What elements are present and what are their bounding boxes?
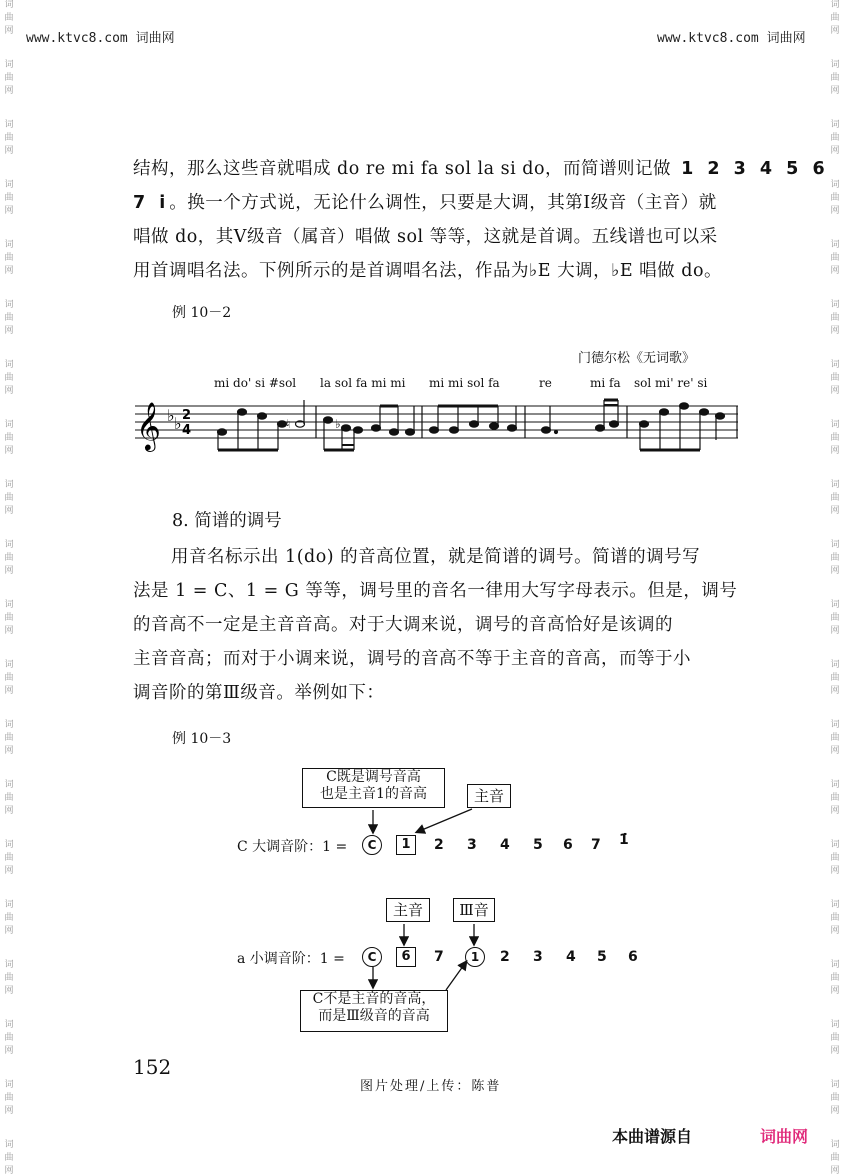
watermark-glyph: 词: [830, 0, 840, 10]
watermark-glyph: 曲: [4, 913, 14, 923]
attribution: 门德尔松《无词歌》: [578, 351, 696, 366]
watermark-glyph: 网: [4, 386, 14, 396]
watermark-glyph: 曲: [830, 313, 840, 323]
key-letter-circle: C: [362, 835, 382, 855]
source-label: 本曲谱源自: [612, 1127, 693, 1146]
paragraph-line: 结构，那么这些音就唱成 do re mi fa sol la si do，而简谱则记做 1 2 3 4 5 6: [133, 159, 829, 179]
svg-text:♭: ♭: [174, 414, 182, 433]
watermark-glyph: 网: [830, 446, 840, 456]
paragraph-line: 唱做 do，其Ⅴ级音（属音）唱做 sol 等等，这就是首调。五线谱也可以采: [133, 227, 718, 247]
watermark-glyph: 曲: [830, 133, 840, 143]
watermark-glyph: 词: [830, 720, 840, 730]
c-major-note-box: C既是调号音高 也是主音1的音高: [302, 768, 445, 808]
watermark-glyph: 曲: [830, 373, 840, 383]
watermark-glyph: 词: [830, 960, 840, 970]
watermark-glyph: 词: [830, 540, 840, 550]
watermark-glyph: 词: [830, 660, 840, 670]
brand-logo: 词曲网: [760, 1127, 809, 1146]
svg-text:2: 2: [182, 408, 192, 423]
watermark-glyph: 网: [830, 206, 840, 216]
watermark-glyph: 曲: [830, 913, 840, 923]
watermark-glyph: 曲: [4, 553, 14, 563]
watermark-glyph: 网: [4, 986, 14, 996]
watermark-glyph: 词: [830, 1140, 840, 1150]
watermark-glyph: 网: [830, 86, 840, 96]
watermark-glyph: 曲: [4, 1153, 14, 1163]
watermark-glyph: 词: [830, 420, 840, 430]
watermark-glyph: 曲: [4, 493, 14, 503]
watermark-glyph: 网: [830, 386, 840, 396]
section-heading: 8. 简谱的调号: [172, 511, 282, 531]
jianpu-digits: 7 i̇: [133, 193, 170, 213]
solfege-group: mi fa: [590, 376, 621, 390]
watermark-glyph: 曲: [830, 973, 840, 983]
watermark-glyph: 曲: [830, 793, 840, 803]
watermark-glyph: 曲: [830, 493, 840, 503]
watermark-glyph: 词: [4, 960, 14, 970]
paragraph-line: 7 i̇。换一个方式说，无论什么调性，只要是大调，其第Ⅰ级音（主音）就: [133, 193, 717, 213]
scale-note: 3: [467, 837, 477, 853]
watermark-glyph: 词: [4, 420, 14, 430]
watermark-glyph: 词: [4, 720, 14, 730]
watermark-glyph: 词: [4, 1020, 14, 1030]
watermark-glyph: 曲: [830, 1153, 840, 1163]
page-number: 152: [133, 1055, 172, 1079]
paragraph-line: 调音阶的第Ⅲ级音。举例如下：: [133, 683, 385, 703]
scale-note: 4: [500, 837, 510, 853]
watermark-glyph: 词: [830, 1020, 840, 1030]
scale-note: 6: [628, 949, 638, 965]
watermark-glyph: 词: [4, 120, 14, 130]
watermark-glyph: 网: [830, 506, 840, 516]
watermark-glyph: 曲: [4, 253, 14, 263]
watermark-glyph: 曲: [830, 733, 840, 743]
watermark-glyph: 词: [4, 360, 14, 370]
third-degree-box: Ⅲ音: [453, 898, 495, 922]
a-minor-scale-label: a 小调音阶：1 =: [237, 951, 345, 967]
watermark-glyph: 曲: [4, 13, 14, 23]
watermark-glyph: 曲: [830, 253, 840, 263]
scale-note: 4: [566, 949, 576, 965]
watermark-glyph: 词: [4, 240, 14, 250]
scale-note: 6: [563, 837, 573, 853]
solfege-group: sol mi' re' si: [634, 376, 708, 390]
watermark-glyph: 词: [4, 540, 14, 550]
watermark-glyph: 网: [4, 26, 14, 36]
watermark-glyph: 词: [4, 900, 14, 910]
watermark-glyph: 网: [830, 866, 840, 876]
watermark-glyph: 词: [4, 300, 14, 310]
watermark-glyph: 网: [830, 26, 840, 36]
watermark-glyph: 网: [4, 626, 14, 636]
watermark-glyph: 曲: [4, 973, 14, 983]
paragraph-line: 法是 1 = C、1 = G 等等，调号里的音名一律用大写字母表示。但是，调号: [133, 581, 738, 601]
watermark-glyph: 词: [4, 60, 14, 70]
watermark-glyph: 词: [4, 480, 14, 490]
watermark-glyph: 网: [4, 1106, 14, 1116]
watermark-glyph: 曲: [830, 433, 840, 443]
paragraph-line: 的音高不一定是主音音高。对于大调来说，调号的音高恰好是该调的: [133, 615, 673, 635]
watermark-glyph: 网: [4, 806, 14, 816]
watermark-glyph: 网: [830, 1106, 840, 1116]
watermark-glyph: 网: [830, 146, 840, 156]
scale-note: 5: [533, 837, 543, 853]
solfege-group: la sol fa mi mi: [320, 376, 406, 390]
watermark-url-left: www.ktvc8.com 词曲网: [26, 31, 175, 46]
key-letter-circle: C: [362, 947, 382, 967]
watermark-glyph: 网: [4, 506, 14, 516]
scale-note: 5: [597, 949, 607, 965]
watermark-glyph: 网: [4, 746, 14, 756]
watermark-url-right: www.ktvc8.com 词曲网: [657, 31, 806, 46]
solfege-group: re: [539, 376, 552, 390]
watermark-glyph: 词: [830, 120, 840, 130]
jianpu-digits: 1 2 3 4 5 6: [681, 159, 829, 179]
svg-text:♭: ♭: [335, 417, 341, 431]
watermark-glyph: 曲: [4, 193, 14, 203]
watermark-glyph: 曲: [4, 1033, 14, 1043]
watermark-glyph: 词: [830, 240, 840, 250]
watermark-glyph: 词: [4, 840, 14, 850]
scale-note-tonic: 1: [396, 835, 416, 855]
scale-note-tonic: 6: [396, 947, 416, 967]
scale-note: 2: [434, 837, 444, 853]
svg-text:♮: ♮: [286, 417, 291, 431]
watermark-glyph: 网: [830, 686, 840, 696]
watermark-glyph: 曲: [4, 673, 14, 683]
watermark-glyph: 曲: [4, 73, 14, 83]
scale-note: 2: [500, 949, 510, 965]
watermark-glyph: 曲: [830, 73, 840, 83]
a-minor-note-box: C不是主音的音高， 而是Ⅲ级音的音高: [300, 990, 448, 1032]
watermark-glyph: 曲: [4, 613, 14, 623]
watermark-glyph: 网: [4, 446, 14, 456]
watermark-glyph: 网: [4, 686, 14, 696]
watermark-glyph: 曲: [4, 373, 14, 383]
scale-note-high: 1̇: [619, 832, 629, 848]
watermark-glyph: 网: [830, 746, 840, 756]
watermark-glyph: 网: [4, 1046, 14, 1056]
scale-note: 3: [533, 949, 543, 965]
image-credit: 图片处理/上传：陈普: [360, 1079, 502, 1094]
watermark-glyph: 词: [830, 360, 840, 370]
watermark-glyph: 网: [830, 1046, 840, 1056]
watermark-glyph: 网: [4, 206, 14, 216]
scale-note: 7: [591, 837, 601, 853]
solfege-group: mi do' si #sol: [214, 376, 297, 390]
watermark-glyph: 曲: [830, 613, 840, 623]
watermark-glyph: 词: [830, 180, 840, 190]
example-label: 例 10－3: [172, 731, 232, 747]
treble-clef-icon: 𝄞: [136, 401, 161, 450]
svg-text:♭: ♭: [167, 406, 175, 425]
watermark-glyph: 词: [830, 840, 840, 850]
watermark-glyph: 网: [830, 806, 840, 816]
watermark-glyph: 词: [830, 300, 840, 310]
watermark-glyph: 网: [830, 326, 840, 336]
watermark-glyph: 网: [830, 626, 840, 636]
watermark-glyph: 曲: [4, 433, 14, 443]
watermark-glyph: 词: [4, 1140, 14, 1150]
watermark-glyph: 曲: [830, 13, 840, 23]
watermark-glyph: 曲: [830, 853, 840, 863]
watermark-glyph: 网: [830, 266, 840, 276]
watermark-glyph: 曲: [4, 133, 14, 143]
watermark-glyph: 网: [4, 926, 14, 936]
scale-note-third: 1: [465, 947, 485, 967]
solfege-group: mi mi sol fa: [429, 376, 500, 390]
svg-text:4: 4: [182, 423, 192, 438]
watermark-glyph: 曲: [4, 313, 14, 323]
watermark-glyph: 网: [4, 1166, 14, 1176]
example-label: 例 10－2: [172, 305, 232, 321]
watermark-glyph: 曲: [830, 673, 840, 683]
watermark-glyph: 网: [4, 326, 14, 336]
watermark-glyph: 网: [4, 566, 14, 576]
paragraph-line: 用音名标示出 1(do) 的音高位置，就是简谱的调号。简谱的调号写: [171, 547, 701, 567]
watermark-glyph: 网: [830, 1166, 840, 1176]
watermark-glyph: 网: [830, 926, 840, 936]
watermark-glyph: 词: [830, 480, 840, 490]
scale-note: 7: [434, 949, 444, 965]
watermark-glyph: 曲: [4, 733, 14, 743]
watermark-glyph: 词: [830, 900, 840, 910]
paragraph-line: 用首调唱名法。下例所示的是首调唱名法，作品为♭E 大调，♭E 唱做 do。: [133, 261, 722, 281]
watermark-glyph: 词: [830, 1080, 840, 1090]
c-major-scale-label: C 大调音阶：1 =: [237, 839, 348, 855]
tonic-box: 主音: [467, 784, 511, 808]
watermark-glyph: 网: [4, 866, 14, 876]
watermark-glyph: 曲: [830, 553, 840, 563]
watermark-glyph: 曲: [4, 793, 14, 803]
watermark-glyph: 词: [830, 780, 840, 790]
tonic-box-minor: 主音: [386, 898, 430, 922]
watermark-glyph: 曲: [830, 193, 840, 203]
watermark-glyph: 网: [4, 146, 14, 156]
watermark-glyph: 词: [4, 0, 14, 10]
watermark-glyph: 网: [4, 86, 14, 96]
watermark-glyph: 词: [830, 60, 840, 70]
watermark-glyph: 曲: [830, 1093, 840, 1103]
watermark-glyph: 词: [4, 1080, 14, 1090]
watermark-glyph: 词: [4, 600, 14, 610]
watermark-glyph: 网: [830, 566, 840, 576]
watermark-glyph: 网: [4, 266, 14, 276]
paragraph-line: 主音音高；而对于小调来说，调号的音高不等于主音的音高，而等于小: [133, 649, 691, 669]
watermark-glyph: 曲: [4, 1093, 14, 1103]
watermark-glyph: 词: [4, 780, 14, 790]
watermark-glyph: 词: [830, 600, 840, 610]
watermark-glyph: 词: [4, 180, 14, 190]
watermark-glyph: 曲: [830, 1033, 840, 1043]
watermark-glyph: 网: [830, 986, 840, 996]
watermark-glyph: 曲: [4, 853, 14, 863]
watermark-glyph: 词: [4, 660, 14, 670]
